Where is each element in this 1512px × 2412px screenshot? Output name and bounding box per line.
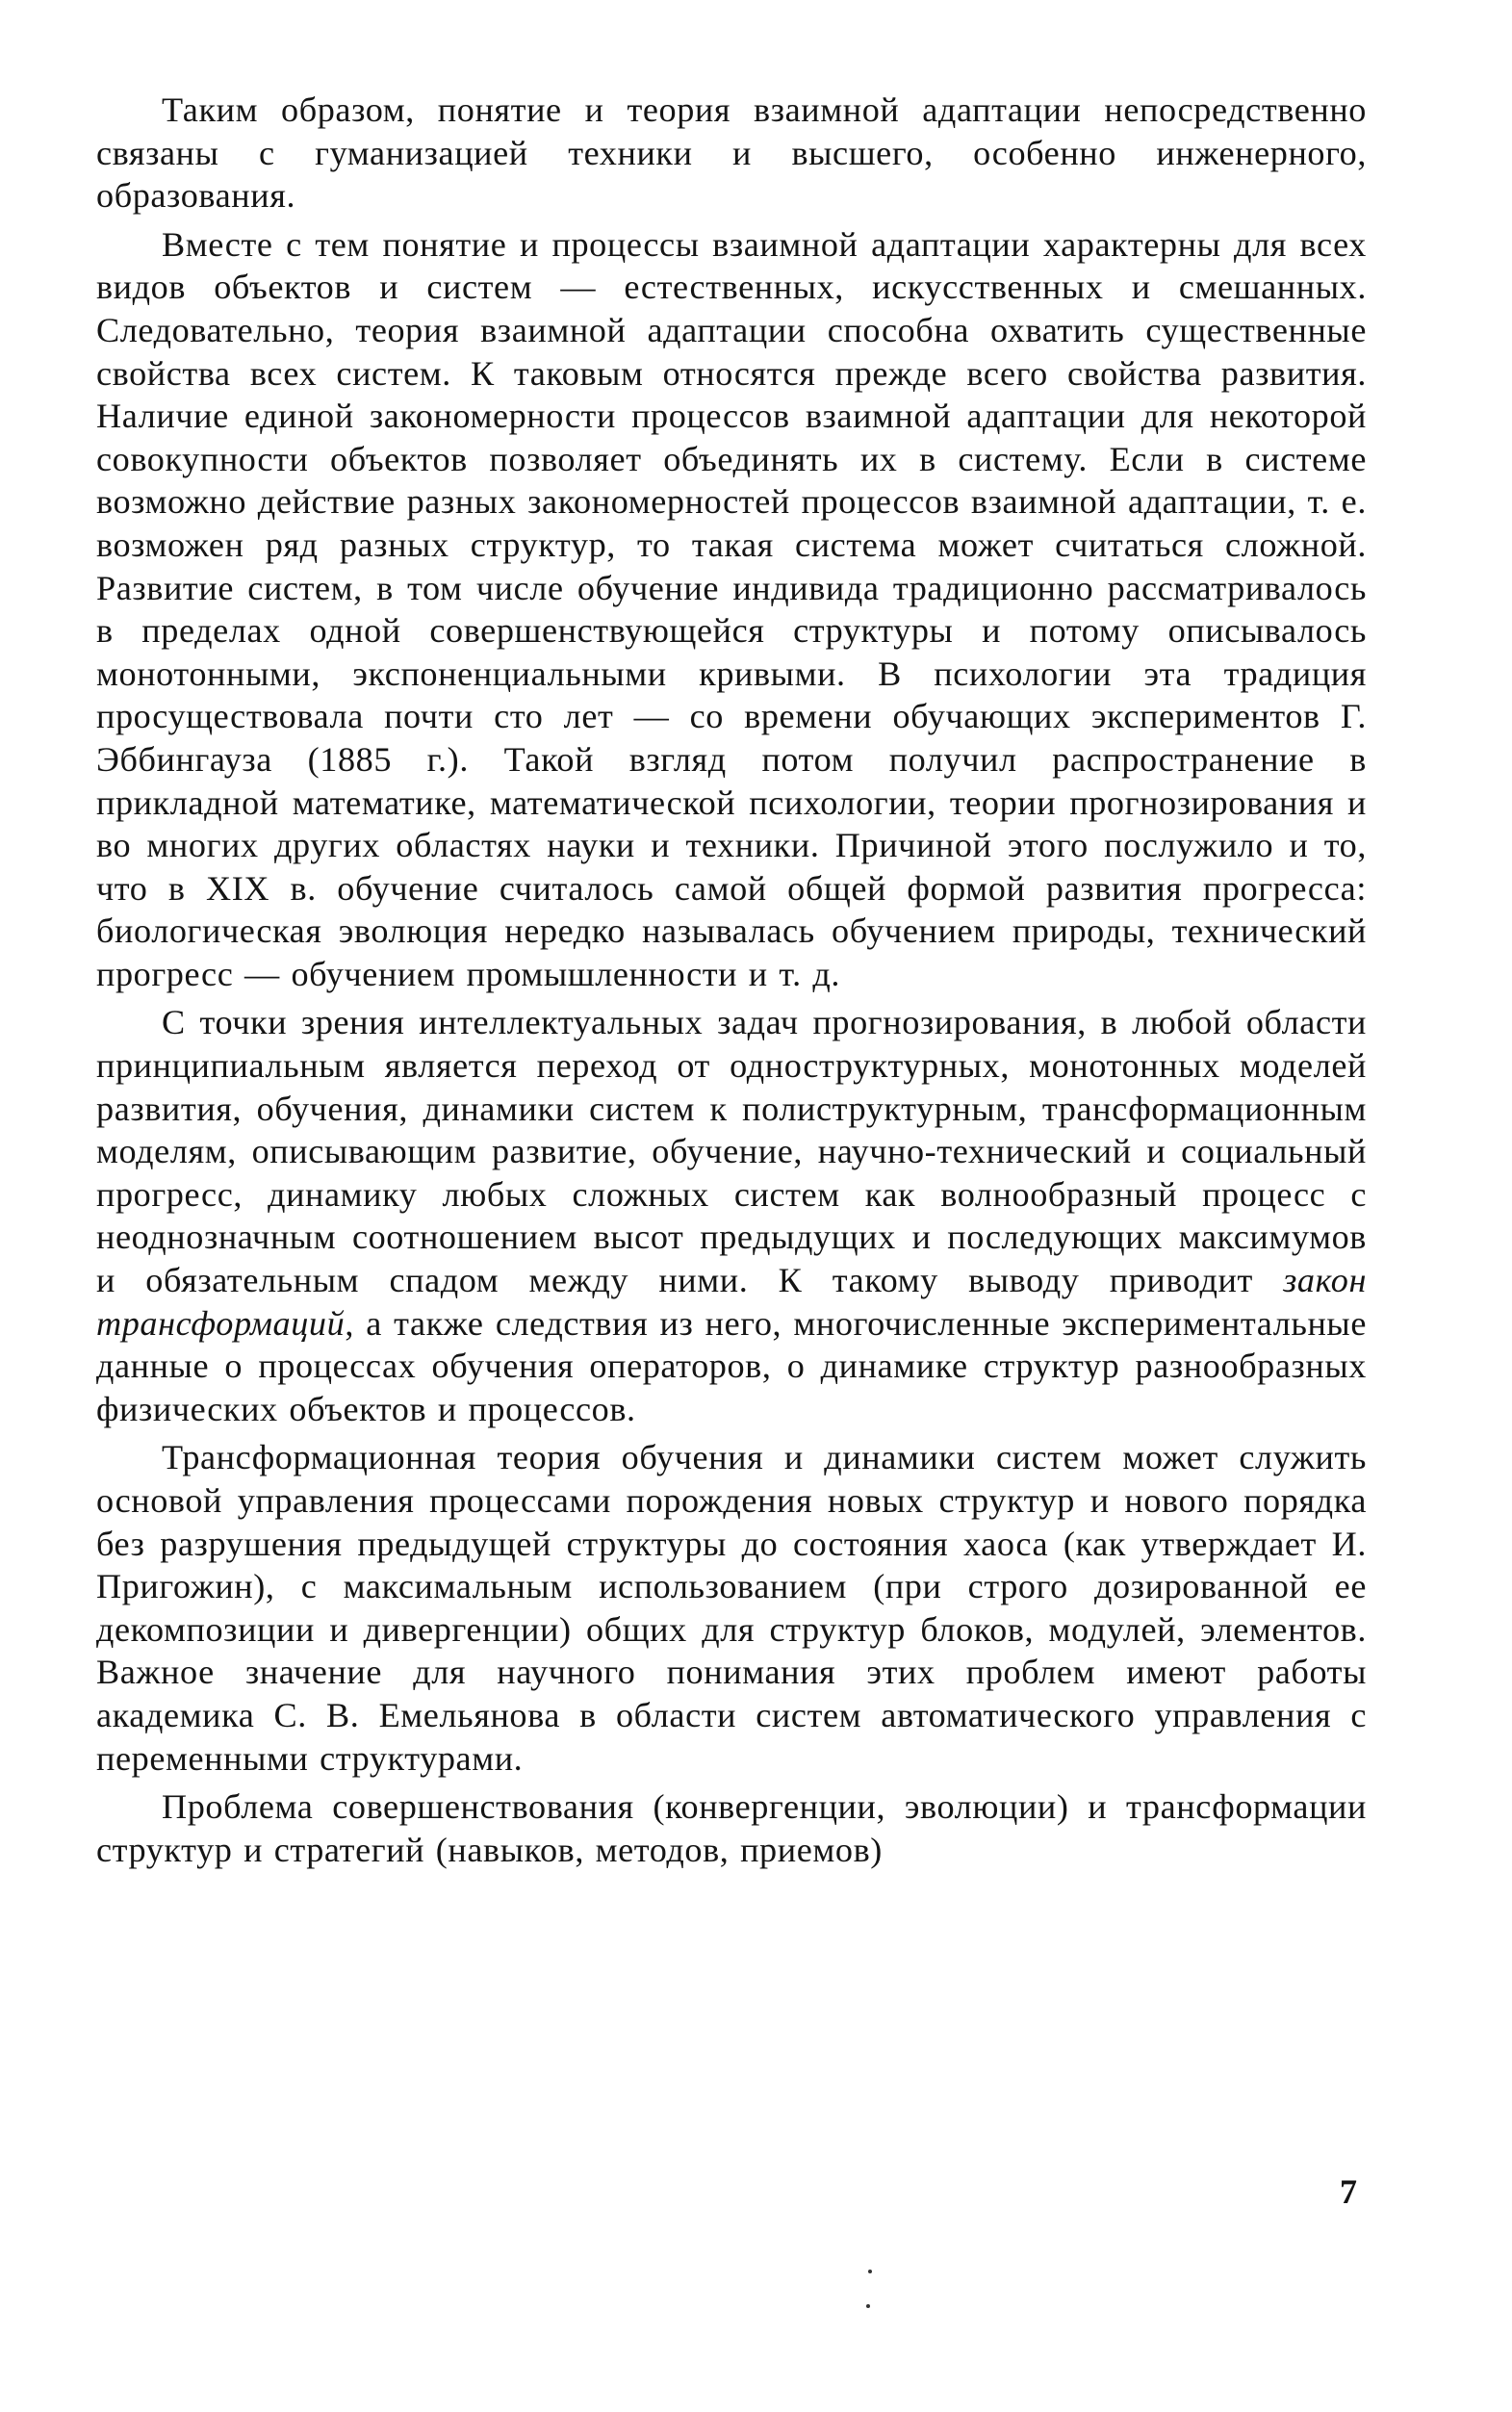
paragraph-3-text-before: С точки зрения интеллектуальных задач прогнозирования, в любой области принципиальным является переход от одноструктурных, монотонных моделей развития, обучения, динамики систем к полиструктурным, трансформационным моделям, описывающим развитие, обучение, научно-технический и социальный прогресс, динамику любых сложных систем как волнообразный процесс с неоднозначным соотношением высот предыдущих и последующих максимумов и обязательным спадом между ними. К такому выводу приводит (96, 1003, 1367, 1300)
paragraph-2: Вместе с тем понятие и процессы взаимной адаптации характерны для всех видов объектов и систем — естественных, искусственных и смешанных. Следовательно, теория взаимной адаптации способна охватить существенные свойства всех систем. К таковым относятся прежде всего свойства развития. Наличие единой закономерности процессов взаимной адаптации для некоторой совокупности объектов позволяет объединять их в систему. Если в системе возможно действие разных закономерностей процессов взаимной адаптации, т. е. возможен ряд разных структур, то такая система может считаться сложной. Развитие систем, в том числе обучение индивида традиционно рассматривалось в пределах одной совершенствующейся структуры и потому описывалось монотонными, экспоненциальными кривыми. В психологии эта традиция просуществовала почти сто лет — со времени обучающих экспериментов Г. Эббингауза (1885 г.). Такой взгляд потом получил распространение в прикладной математике, математической психологии, теории прогнозирования и во многих других областях науки и техники. Причиной этого послужило и то, что в XIX в. обучение считалось самой общей формой развития прогресса: биологическая эволюция нередко называлась обучением природы, технический прогресс — обучением промышленности и т. д. (96, 224, 1367, 993)
paragraph-3-text-after: , а также следствия из него, многочисленные экспериментальные данные о процессах обучения операторов, о динамике структур разнообразных физических объектов и процессов. (96, 1303, 1367, 1428)
paragraph-1: Таким образом, понятие и теория взаимной адаптации непосредственно связаны с гуманизацией техники и высшего, особенно инженерного, образования. (96, 90, 1367, 216)
scan-speck (868, 2270, 872, 2273)
page-number: 7 (1340, 2172, 1357, 2211)
paragraph-4: Трансформационная теория обучения и динамики систем может служить основой управления процессами порождения новых структур и нового порядка без разрушения предыдущей структуры до состояния хаоса (как утверждает И. Пригожин), с максимальным использованием (при строго дозированной ее декомпозиции и дивергенции) общих для структур блоков, модулей, элементов. Важное значение для научного понимания этих проблем имеют работы академика С. В. Емельянова в области систем автоматического управления с переменными структурами. (96, 1438, 1367, 1778)
scan-speck (866, 2304, 870, 2308)
page-body (96, 89, 1367, 1871)
emphasis-law-of-transformations: закон трансформаций (96, 1261, 1367, 1343)
paragraph-3 (96, 1001, 1367, 1430)
paragraph-5: Проблема совершенствования (конвергенции, эволюции) и трансформации структур и стратегий (навыков, методов, приемов) (96, 1787, 1367, 1869)
